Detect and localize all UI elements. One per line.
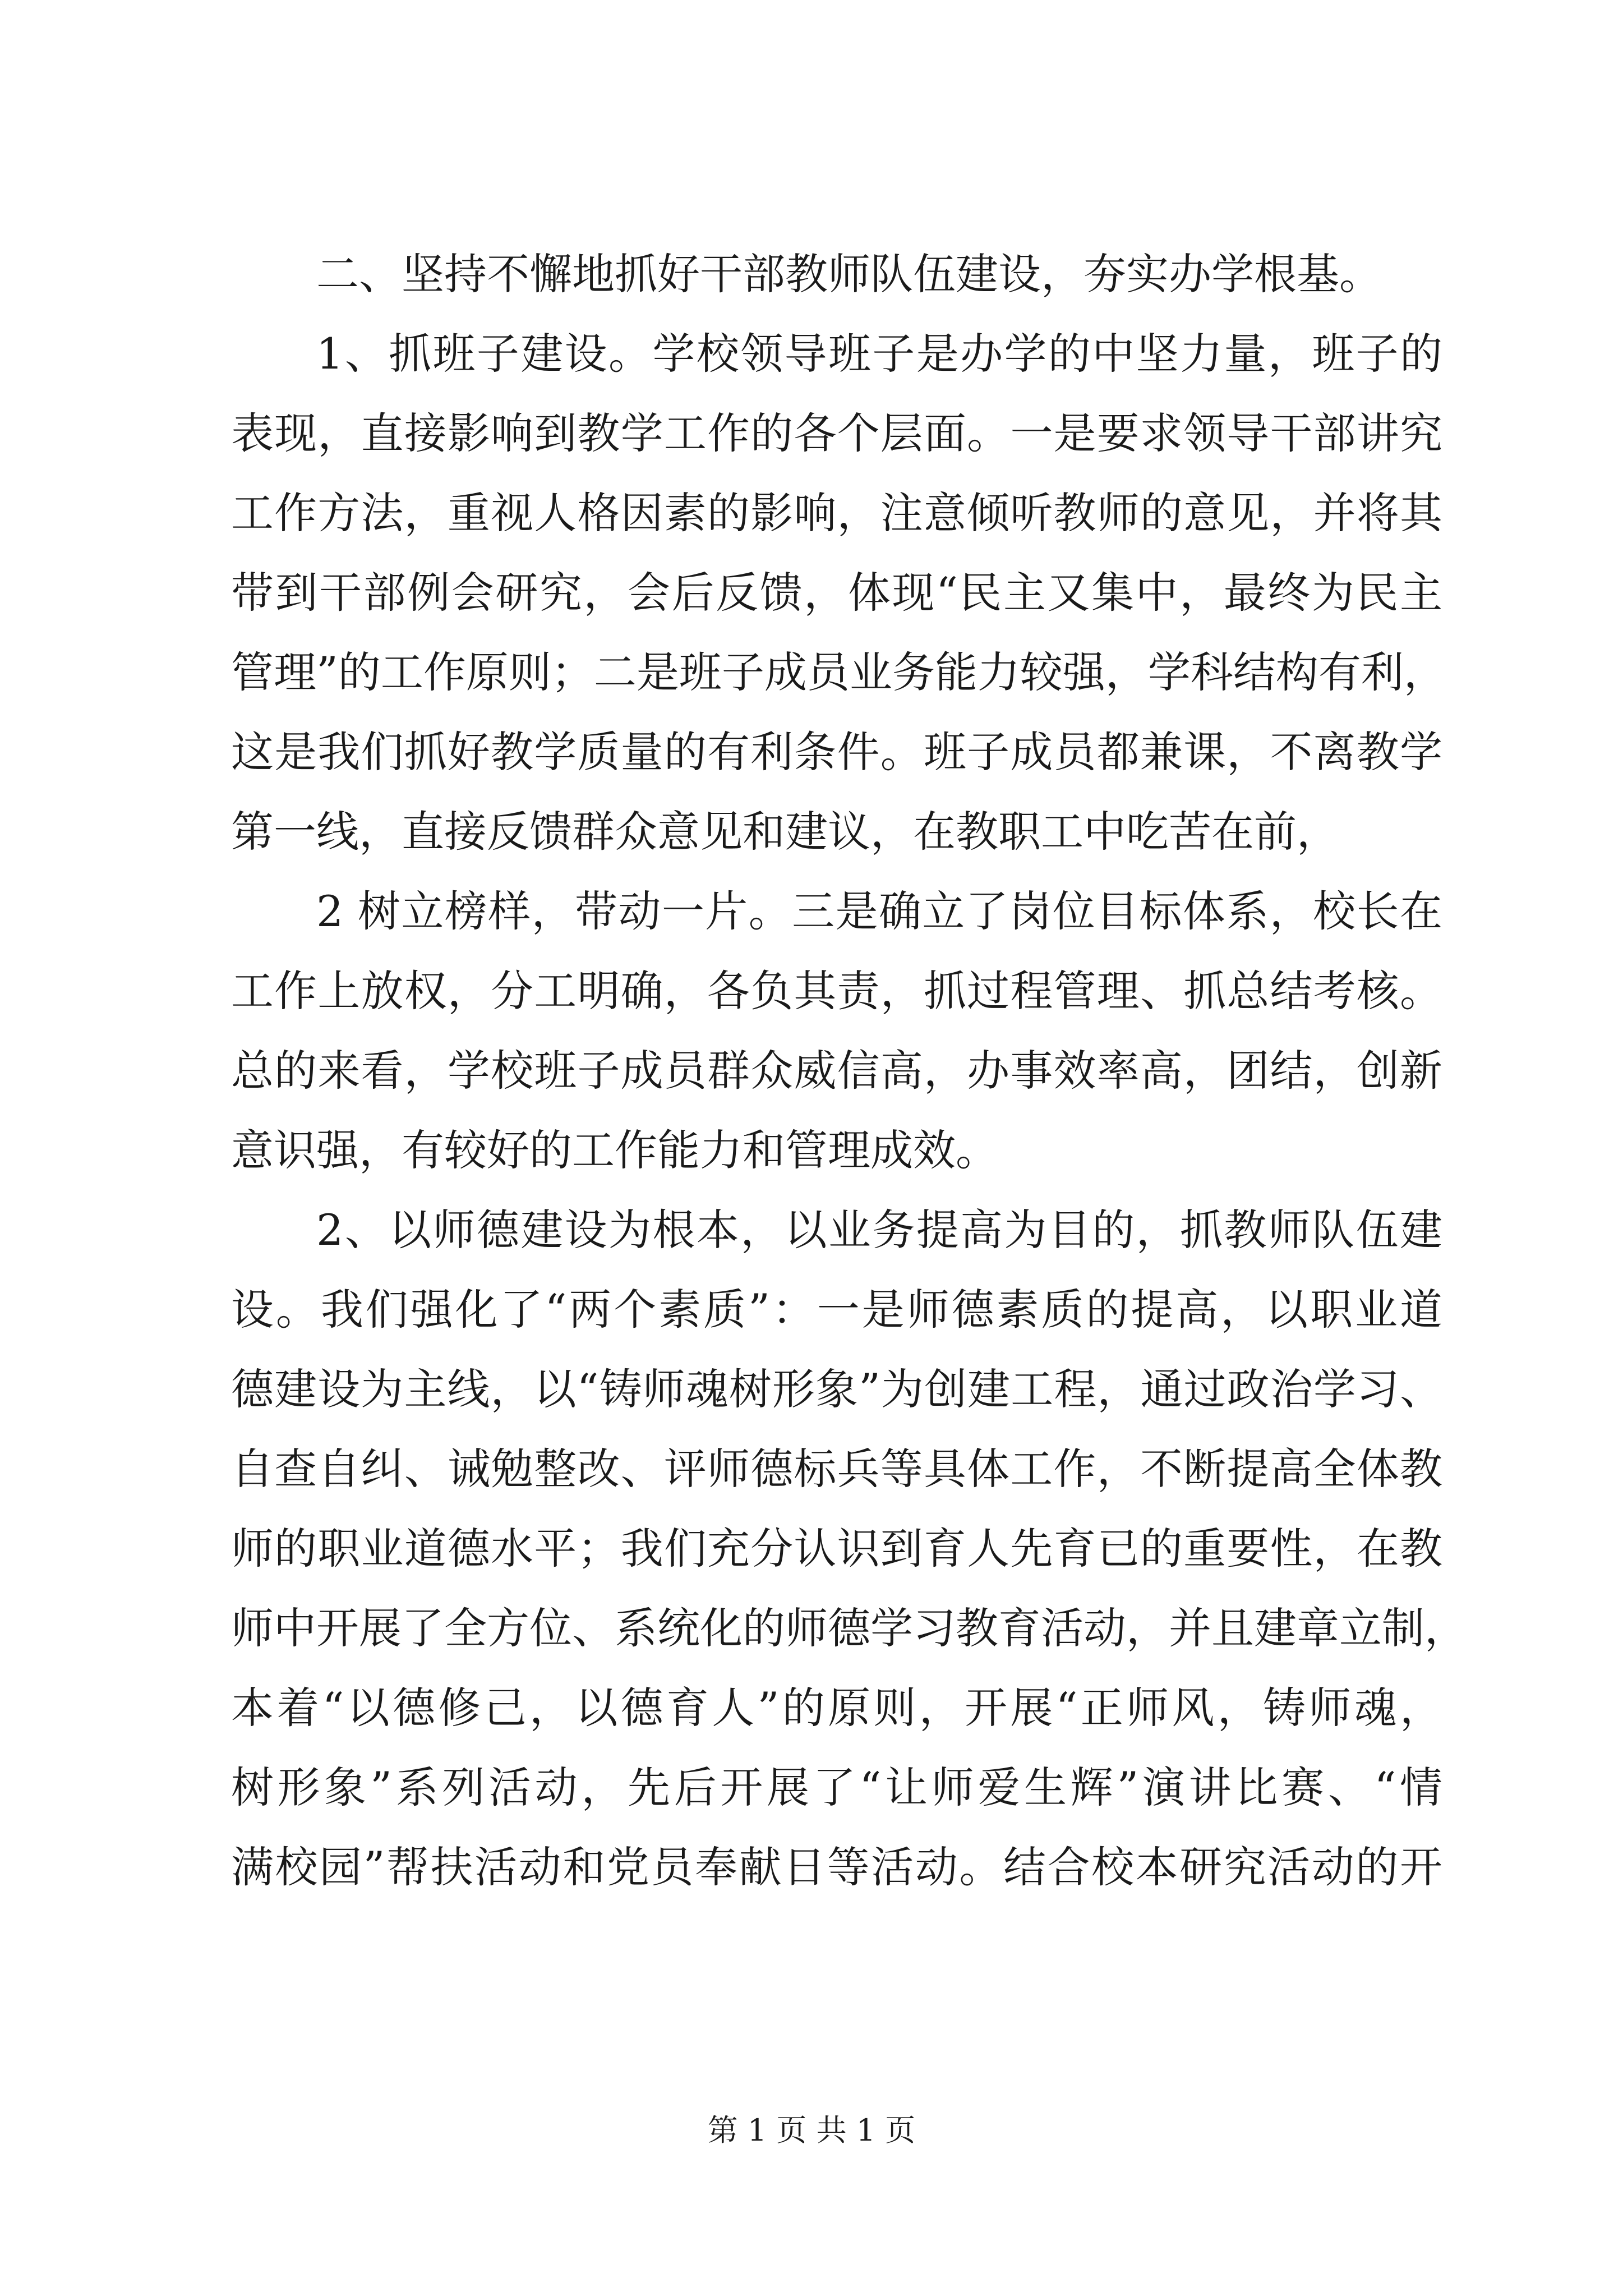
text-line: 第一线，直接反馈群众意见和建议，在教职工中吃苦在前， xyxy=(231,807,1339,857)
text-line: 工作方法，重视人格因素的影响，注意倾听教师的意见，并将其 xyxy=(231,488,1442,538)
text-line: 2 树立榜样，带动一片。三是确立了岗位目标体系，校长在 xyxy=(316,886,1442,936)
text-line: 设。我们强化了“两个素质”：一是师德素质的提高，以职业道 xyxy=(231,1285,1442,1335)
text-line: 自查自纠、诫勉整改、评师德标兵等具体工作，不断提高全体教 xyxy=(231,1444,1442,1494)
document-body xyxy=(231,234,1467,1907)
text-line: 总的来看，学校班子成员群众威信高，办事效率高，团结，创新 xyxy=(231,1046,1442,1096)
text-line: 带到干部例会研究，会后反馈，体现“民主又集中，最终为民主 xyxy=(231,568,1442,618)
text-line: 工作上放权，分工明确，各负其责，抓过程管理、抓总结考核。 xyxy=(231,966,1442,1016)
text-line: 2、以师德建设为根本，以业务提高为目的，抓教师队伍建 xyxy=(316,1205,1442,1255)
text-line: 表现，直接影响到教学工作的各个层面。一是要求领导干部讲究 xyxy=(231,408,1442,458)
text-line: 师中开展了全方位、系统化的师德学习教育活动，并且建章立制， xyxy=(231,1603,1467,1653)
text-line: 师的职业道德水平；我们充分认识到育人先育已的重要性，在教 xyxy=(231,1524,1442,1573)
page-footer: 第 1 页 共 1 页 xyxy=(707,2113,916,2148)
text-line: 1、抓班子建设。学校领导班子是办学的中坚力量，班子的 xyxy=(316,329,1442,379)
text-line: 树形象”系列活动，先后开展了“让师爱生辉”演讲比赛、“情 xyxy=(231,1763,1442,1812)
text-line: 德建设为主线，以“铸师魂树形象”为创建工程，通过政治学习、 xyxy=(231,1364,1442,1414)
text-line: 管理”的工作原则；二是班子成员业务能力较强，学科结构有利， xyxy=(231,647,1446,697)
text-line: 这是我们抓好教学质量的有利条件。班子成员都兼课，不离教学 xyxy=(231,727,1442,777)
text-line: 二、坚持不懈地抓好干部教师队伍建设，夯实办学根基。 xyxy=(316,249,1382,299)
text-line: 意识强，有较好的工作能力和管理成效。 xyxy=(231,1125,998,1175)
text-line: 满校园”帮扶活动和党员奉献日等活动。结合校本研究活动的开 xyxy=(231,1842,1442,1892)
text-line: 本着“以德修己，以德育人”的原则，开展“正师风，铸师魂， xyxy=(231,1683,1442,1733)
